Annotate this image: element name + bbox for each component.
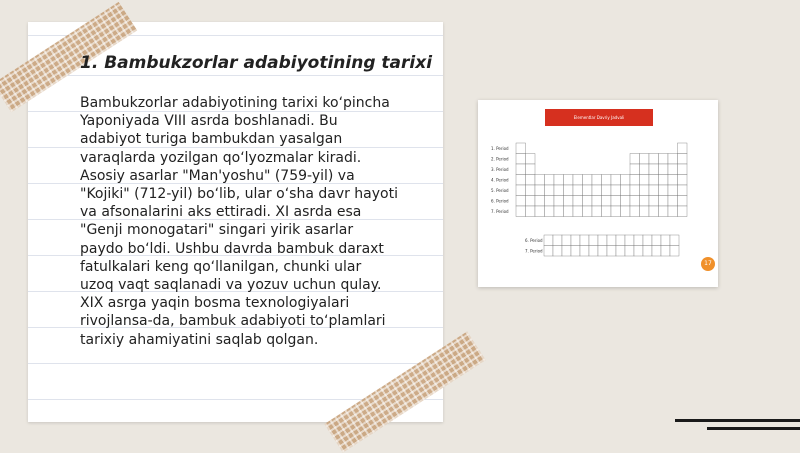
element-cell — [592, 196, 602, 207]
element-cell — [640, 175, 650, 186]
element-cell — [564, 175, 574, 186]
text-line: XIX asrga yaqin bosma texnologiyalari — [80, 295, 350, 312]
element-cell — [678, 164, 688, 175]
text-line: tarixiy ahamiyatini saqlab qolgan. — [80, 331, 319, 348]
element-cell — [621, 196, 631, 207]
element-cell — [516, 175, 526, 186]
element-cell — [611, 196, 621, 207]
element-cell — [607, 235, 616, 246]
period-label: 6. Period — [491, 198, 509, 204]
element-cell — [670, 235, 679, 246]
element-cell — [630, 175, 640, 186]
element-cell — [553, 235, 562, 246]
element-cell — [526, 196, 536, 207]
element-cell — [616, 235, 625, 246]
element-cell — [611, 206, 621, 217]
element-cell — [640, 154, 650, 165]
element-cell — [678, 185, 688, 196]
element-cell — [562, 246, 571, 257]
element-cell — [652, 246, 661, 257]
element-cell — [649, 154, 659, 165]
element-cell — [592, 185, 602, 196]
element-cell — [652, 235, 661, 246]
element-cell — [554, 175, 564, 186]
element-cell — [592, 175, 602, 186]
element-cell — [545, 206, 555, 217]
element-cell — [583, 185, 593, 196]
text-line: paydo bo‘ldi. Ushbu davrda bambuk daraxt — [80, 240, 384, 257]
element-cell — [545, 185, 555, 196]
text-line: Asosiy asarlar "Man'yoshu" (759-yil) va — [80, 167, 355, 184]
element-cell — [670, 246, 679, 257]
element-cell — [630, 206, 640, 217]
element-cell — [640, 185, 650, 196]
element-cell — [678, 196, 688, 207]
element-cell — [630, 164, 640, 175]
text-line: adabiyot turiga bambukdan yasalgan — [80, 131, 343, 148]
element-cell — [602, 175, 612, 186]
periodic-table-grid — [478, 100, 718, 287]
text-line: "Genji monogatari" singari yirik asarlar — [80, 222, 354, 239]
element-cell — [668, 196, 678, 207]
period-label: 7. Period — [525, 248, 543, 254]
page-number-badge: 17 — [701, 257, 715, 271]
element-cell — [602, 196, 612, 207]
element-cell — [649, 175, 659, 186]
element-cell — [659, 206, 669, 217]
element-cell — [640, 196, 650, 207]
section-heading: 1. Bambukzorlar adabiyotining tarixi — [80, 53, 433, 73]
element-cell — [583, 206, 593, 217]
element-cell — [544, 235, 553, 246]
element-cell — [659, 164, 669, 175]
element-cell — [592, 206, 602, 217]
element-cell — [649, 185, 659, 196]
element-cell — [544, 246, 553, 257]
text-line: "Kojiki" (712-yil) bo‘lib, ular o‘sha davr hayoti — [80, 186, 398, 203]
text-line: uzoq vaqt saqlanadi va yozuv uchun qulay. — [80, 277, 382, 294]
element-cell — [589, 246, 598, 257]
element-cell — [589, 235, 598, 246]
decor-line — [707, 427, 800, 430]
element-cell — [643, 235, 652, 246]
element-cell — [583, 196, 593, 207]
slide-header: Elementlar Davriy Jadvali — [545, 109, 653, 126]
element-cell — [516, 206, 526, 217]
element-cell — [607, 246, 616, 257]
text-line: fatulkalari keng qo‘llanilgan, chunki ular — [80, 258, 362, 275]
period-label: 4. Period — [491, 177, 509, 183]
element-cell — [621, 185, 631, 196]
element-cell — [640, 164, 650, 175]
element-cell — [668, 154, 678, 165]
text-line: Yaponiyada VIII asrda boshlanadi. Bu — [80, 113, 338, 130]
element-cell — [602, 206, 612, 217]
body-paragraph — [80, 94, 425, 349]
element-cell — [640, 206, 650, 217]
element-cell — [678, 143, 688, 154]
element-cell — [564, 185, 574, 196]
period-label: 3. Period — [491, 167, 509, 172]
element-cell — [634, 235, 643, 246]
element-cell — [571, 235, 580, 246]
element-cell — [598, 235, 607, 246]
element-cell — [649, 206, 659, 217]
element-cell — [573, 206, 583, 217]
element-cell — [625, 235, 634, 246]
element-cell — [625, 246, 634, 257]
element-cell — [661, 235, 670, 246]
element-cell — [535, 175, 545, 186]
element-cell — [659, 196, 669, 207]
element-cell — [643, 246, 652, 257]
element-cell — [545, 196, 555, 207]
element-cell — [535, 185, 545, 196]
element-cell — [659, 154, 669, 165]
element-cell — [668, 185, 678, 196]
element-cell — [678, 154, 688, 165]
period-label: 7. Period — [491, 209, 509, 214]
element-cell — [573, 196, 583, 207]
element-cell — [554, 206, 564, 217]
element-cell — [616, 246, 625, 257]
element-cell — [668, 206, 678, 217]
element-cell — [554, 196, 564, 207]
element-cell — [535, 206, 545, 217]
element-cell — [583, 175, 593, 186]
element-cell — [516, 196, 526, 207]
element-cell — [621, 206, 631, 217]
text-line: rivojlansa-da, bambuk adabiyoti to‘plamlari — [80, 313, 386, 330]
element-cell — [611, 175, 621, 186]
element-cell — [526, 206, 536, 217]
element-cell — [573, 185, 583, 196]
element-cell — [564, 196, 574, 207]
period-label: 1. Period — [491, 146, 509, 151]
element-cell — [545, 175, 555, 186]
element-cell — [580, 246, 589, 257]
element-cell — [611, 185, 621, 196]
element-cell — [649, 164, 659, 175]
element-cell — [516, 154, 526, 165]
element-cell — [678, 175, 688, 186]
element-cell — [630, 196, 640, 207]
element-cell — [516, 185, 526, 196]
element-cell — [554, 185, 564, 196]
element-cell — [516, 164, 526, 175]
element-cell — [526, 185, 536, 196]
element-cell — [602, 185, 612, 196]
element-cell — [634, 246, 643, 257]
element-cell — [564, 206, 574, 217]
text-line: va afsonalarini aks ettiradi. XI asrda esa — [80, 204, 362, 221]
element-cell — [659, 185, 669, 196]
text-line: Bambukzorlar adabiyotining tarixi ko‘pincha — [80, 95, 390, 111]
element-cell — [649, 196, 659, 207]
element-cell — [535, 196, 545, 207]
periodic-table-slide — [478, 100, 718, 287]
period-label: 5. Period — [491, 188, 509, 193]
element-cell — [678, 206, 688, 217]
element-cell — [526, 164, 536, 175]
period-label: 2. Period — [491, 156, 509, 162]
element-cell — [630, 185, 640, 196]
period-label: 6. Period — [525, 238, 543, 243]
element-cell — [598, 246, 607, 257]
element-cell — [526, 175, 536, 186]
element-cell — [516, 143, 526, 154]
element-cell — [621, 175, 631, 186]
element-cell — [630, 154, 640, 165]
element-cell — [668, 164, 678, 175]
decor-line — [675, 419, 800, 422]
element-cell — [668, 175, 678, 186]
element-cell — [661, 246, 670, 257]
element-cell — [573, 175, 583, 186]
element-cell — [526, 154, 536, 165]
element-cell — [571, 246, 580, 257]
element-cell — [562, 235, 571, 246]
element-cell — [580, 235, 589, 246]
text-line: varaqlarda yozilgan qo‘lyozmalar kiradi. — [80, 149, 362, 166]
element-cell — [553, 246, 562, 257]
element-cell — [659, 175, 669, 186]
